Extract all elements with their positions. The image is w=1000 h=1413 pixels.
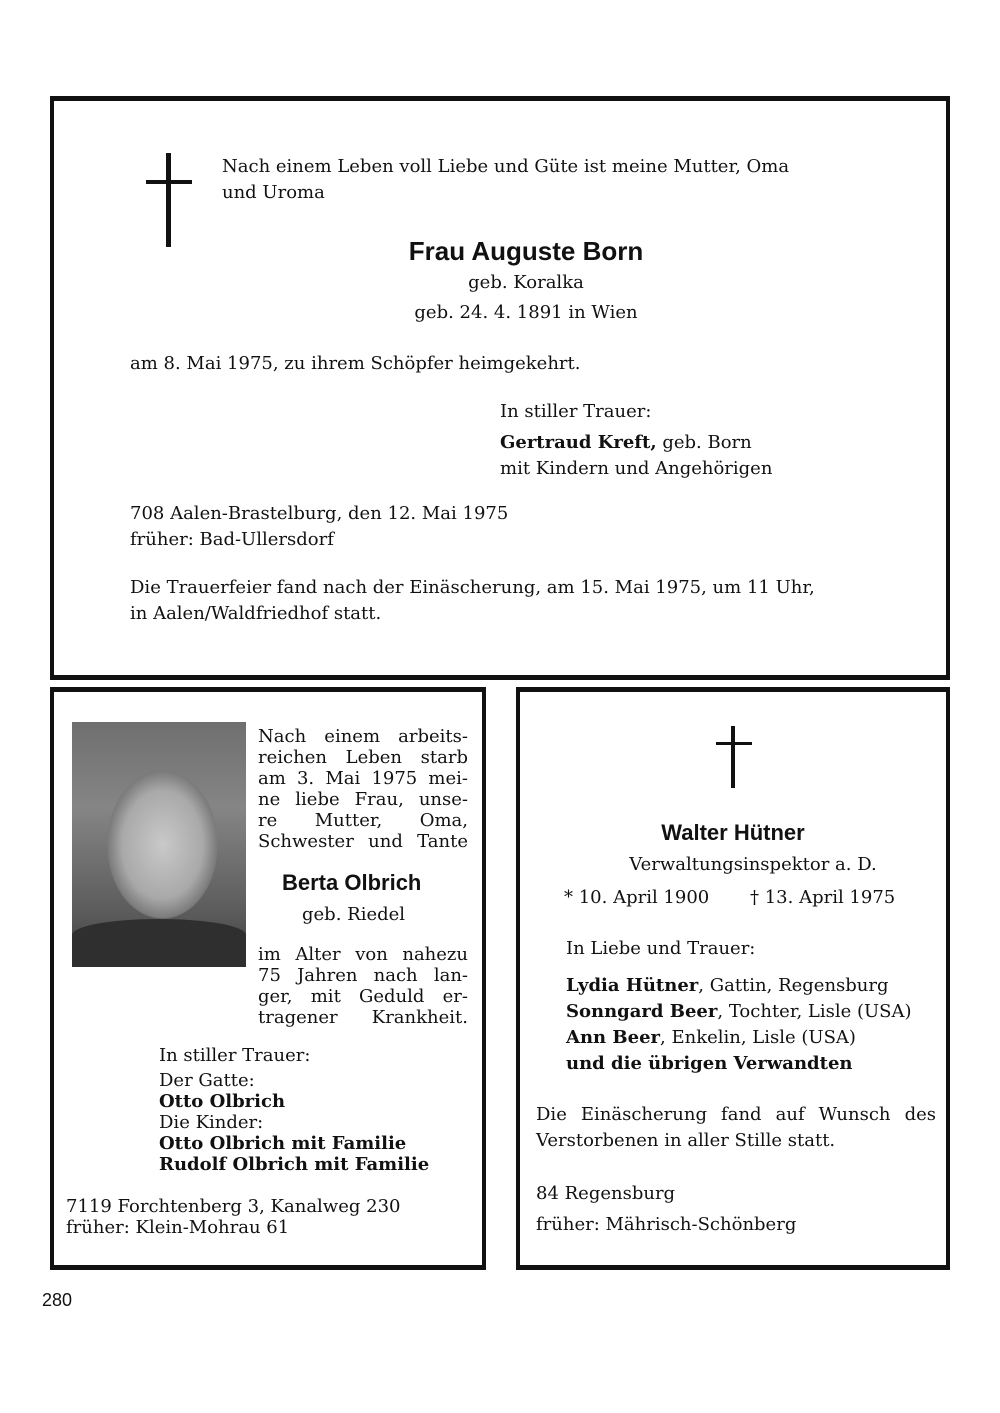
notice2-intro-line5: re Mutter, Oma,: [258, 810, 468, 831]
notice1-death: am 8. Mai 1975, zu ihrem Schöpfer heimgekehrt.: [130, 353, 581, 374]
notice3-others: und die übrigen Verwandten: [566, 1053, 853, 1074]
notice2-text-line1: im Alter von nahezu: [258, 944, 468, 965]
notice3-mourner2-detail: , Tochter, Lisle (USA): [717, 1001, 912, 1022]
notice3-born: * 10. April 1900: [564, 887, 710, 908]
notice3-formerly: früher: Mährisch-Schönberg: [536, 1214, 797, 1235]
notice1-funeral-line1: Die Trauerfeier fand nach der Einäscherung, am 15. Mai 1975, um 11 Uhr,: [130, 577, 815, 598]
notice1-intro-line1: Nach einem Leben voll Liebe und Güte ist meine Mutter, Oma: [222, 156, 790, 177]
notice3-cremation-line2: Verstorbenen in aller Stille statt.: [536, 1130, 836, 1151]
notice3-deceased-name: Walter Hütner: [661, 820, 805, 845]
notice2-intro-line6: Schwester und Tante: [258, 831, 468, 852]
notice2-address: 7119 Forchtenberg 3, Kanalweg 230: [66, 1196, 401, 1217]
notice1-mourning-label: In stiller Trauer:: [500, 401, 652, 422]
notice2-child1: Otto Olbrich mit Familie: [159, 1133, 407, 1154]
notice-auguste-born: [50, 96, 950, 680]
notice1-maiden-name: geb. Koralka: [468, 272, 584, 293]
notice2-intro-line4: ne liebe Frau, unse-: [258, 789, 468, 810]
notice3-place: 84 Regensburg: [536, 1183, 676, 1204]
notice1-formerly: früher: Bad-Ullersdorf: [130, 529, 334, 550]
notice3-mourner2: [566, 999, 912, 1025]
notice1-mourner-name: Gertraud Kreft,: [500, 432, 657, 453]
notice2-text-line2: 75 Jahren nach lan-: [258, 965, 468, 986]
notice3-cremation-line1: Die Einäscherung fand auf Wunsch des: [536, 1104, 936, 1125]
notice3-mourning-label: In Liebe und Trauer:: [566, 938, 756, 959]
notice1-intro-line2: und Uroma: [222, 182, 325, 203]
notice3-died: † 13. April 1975: [750, 887, 896, 908]
page-number: 280: [42, 1290, 73, 1310]
notice3-mourner2-name: Sonngard Beer: [566, 1001, 718, 1022]
notice3-mourner3-detail: , Enkelin, Lisle (USA): [660, 1027, 856, 1048]
notice1-funeral-line2: in Aalen/Waldfriedhof statt.: [130, 603, 382, 624]
notice2-intro-line2: reichen Leben starb: [258, 747, 468, 768]
notice2-mourning-label: In stiller Trauer:: [159, 1045, 311, 1066]
notice2-text-line3: ger, mit Geduld er-: [258, 986, 468, 1007]
notice2-maiden-name: geb. Riedel: [302, 904, 406, 925]
notice1-place-date: 708 Aalen-Brastelburg, den 12. Mai 1975: [130, 503, 509, 524]
notice3-mourner1-name: Lydia Hütner: [566, 975, 699, 996]
notice2-deceased-name: Berta Olbrich: [282, 870, 422, 895]
notice2-spouse-label: Der Gatte:: [159, 1070, 255, 1091]
notice2-formerly: früher: Klein-Mohrau 61: [66, 1217, 290, 1238]
portrait-photo: [72, 722, 246, 967]
notice3-mourner3: [566, 1025, 856, 1051]
notice2-child2: Rudolf Olbrich mit Familie: [159, 1154, 430, 1175]
notice2-spouse-name: Otto Olbrich: [159, 1091, 286, 1112]
notice3-mourner3-name: Ann Beer: [566, 1027, 661, 1048]
notice2-children-label: Die Kinder:: [159, 1112, 264, 1133]
notice-walter-huetner: [516, 687, 950, 1270]
notice1-birth: geb. 24. 4. 1891 in Wien: [414, 302, 638, 323]
notice1-mourner-family: mit Kindern und Angehörigen: [500, 458, 773, 479]
notice3-title: Verwaltungsinspektor a. D.: [629, 854, 877, 875]
notice3-mourner1-detail: , Gattin, Regensburg: [698, 975, 889, 996]
notice-berta-olbrich: [50, 687, 486, 1270]
notice3-mourner1: [566, 973, 889, 999]
cross-icon: [716, 726, 752, 788]
notice2-intro-line3: am 3. Mai 1975 mei-: [258, 768, 468, 789]
notice2-intro-line1: Nach einem arbeits-: [258, 726, 468, 747]
notice1-mourner-maiden: geb. Born: [656, 432, 752, 453]
notice1-deceased-name: Frau Auguste Born: [408, 236, 644, 266]
notice1-mourner: [500, 430, 752, 456]
notice2-text-line4: tragener Krankheit.: [258, 1007, 468, 1028]
